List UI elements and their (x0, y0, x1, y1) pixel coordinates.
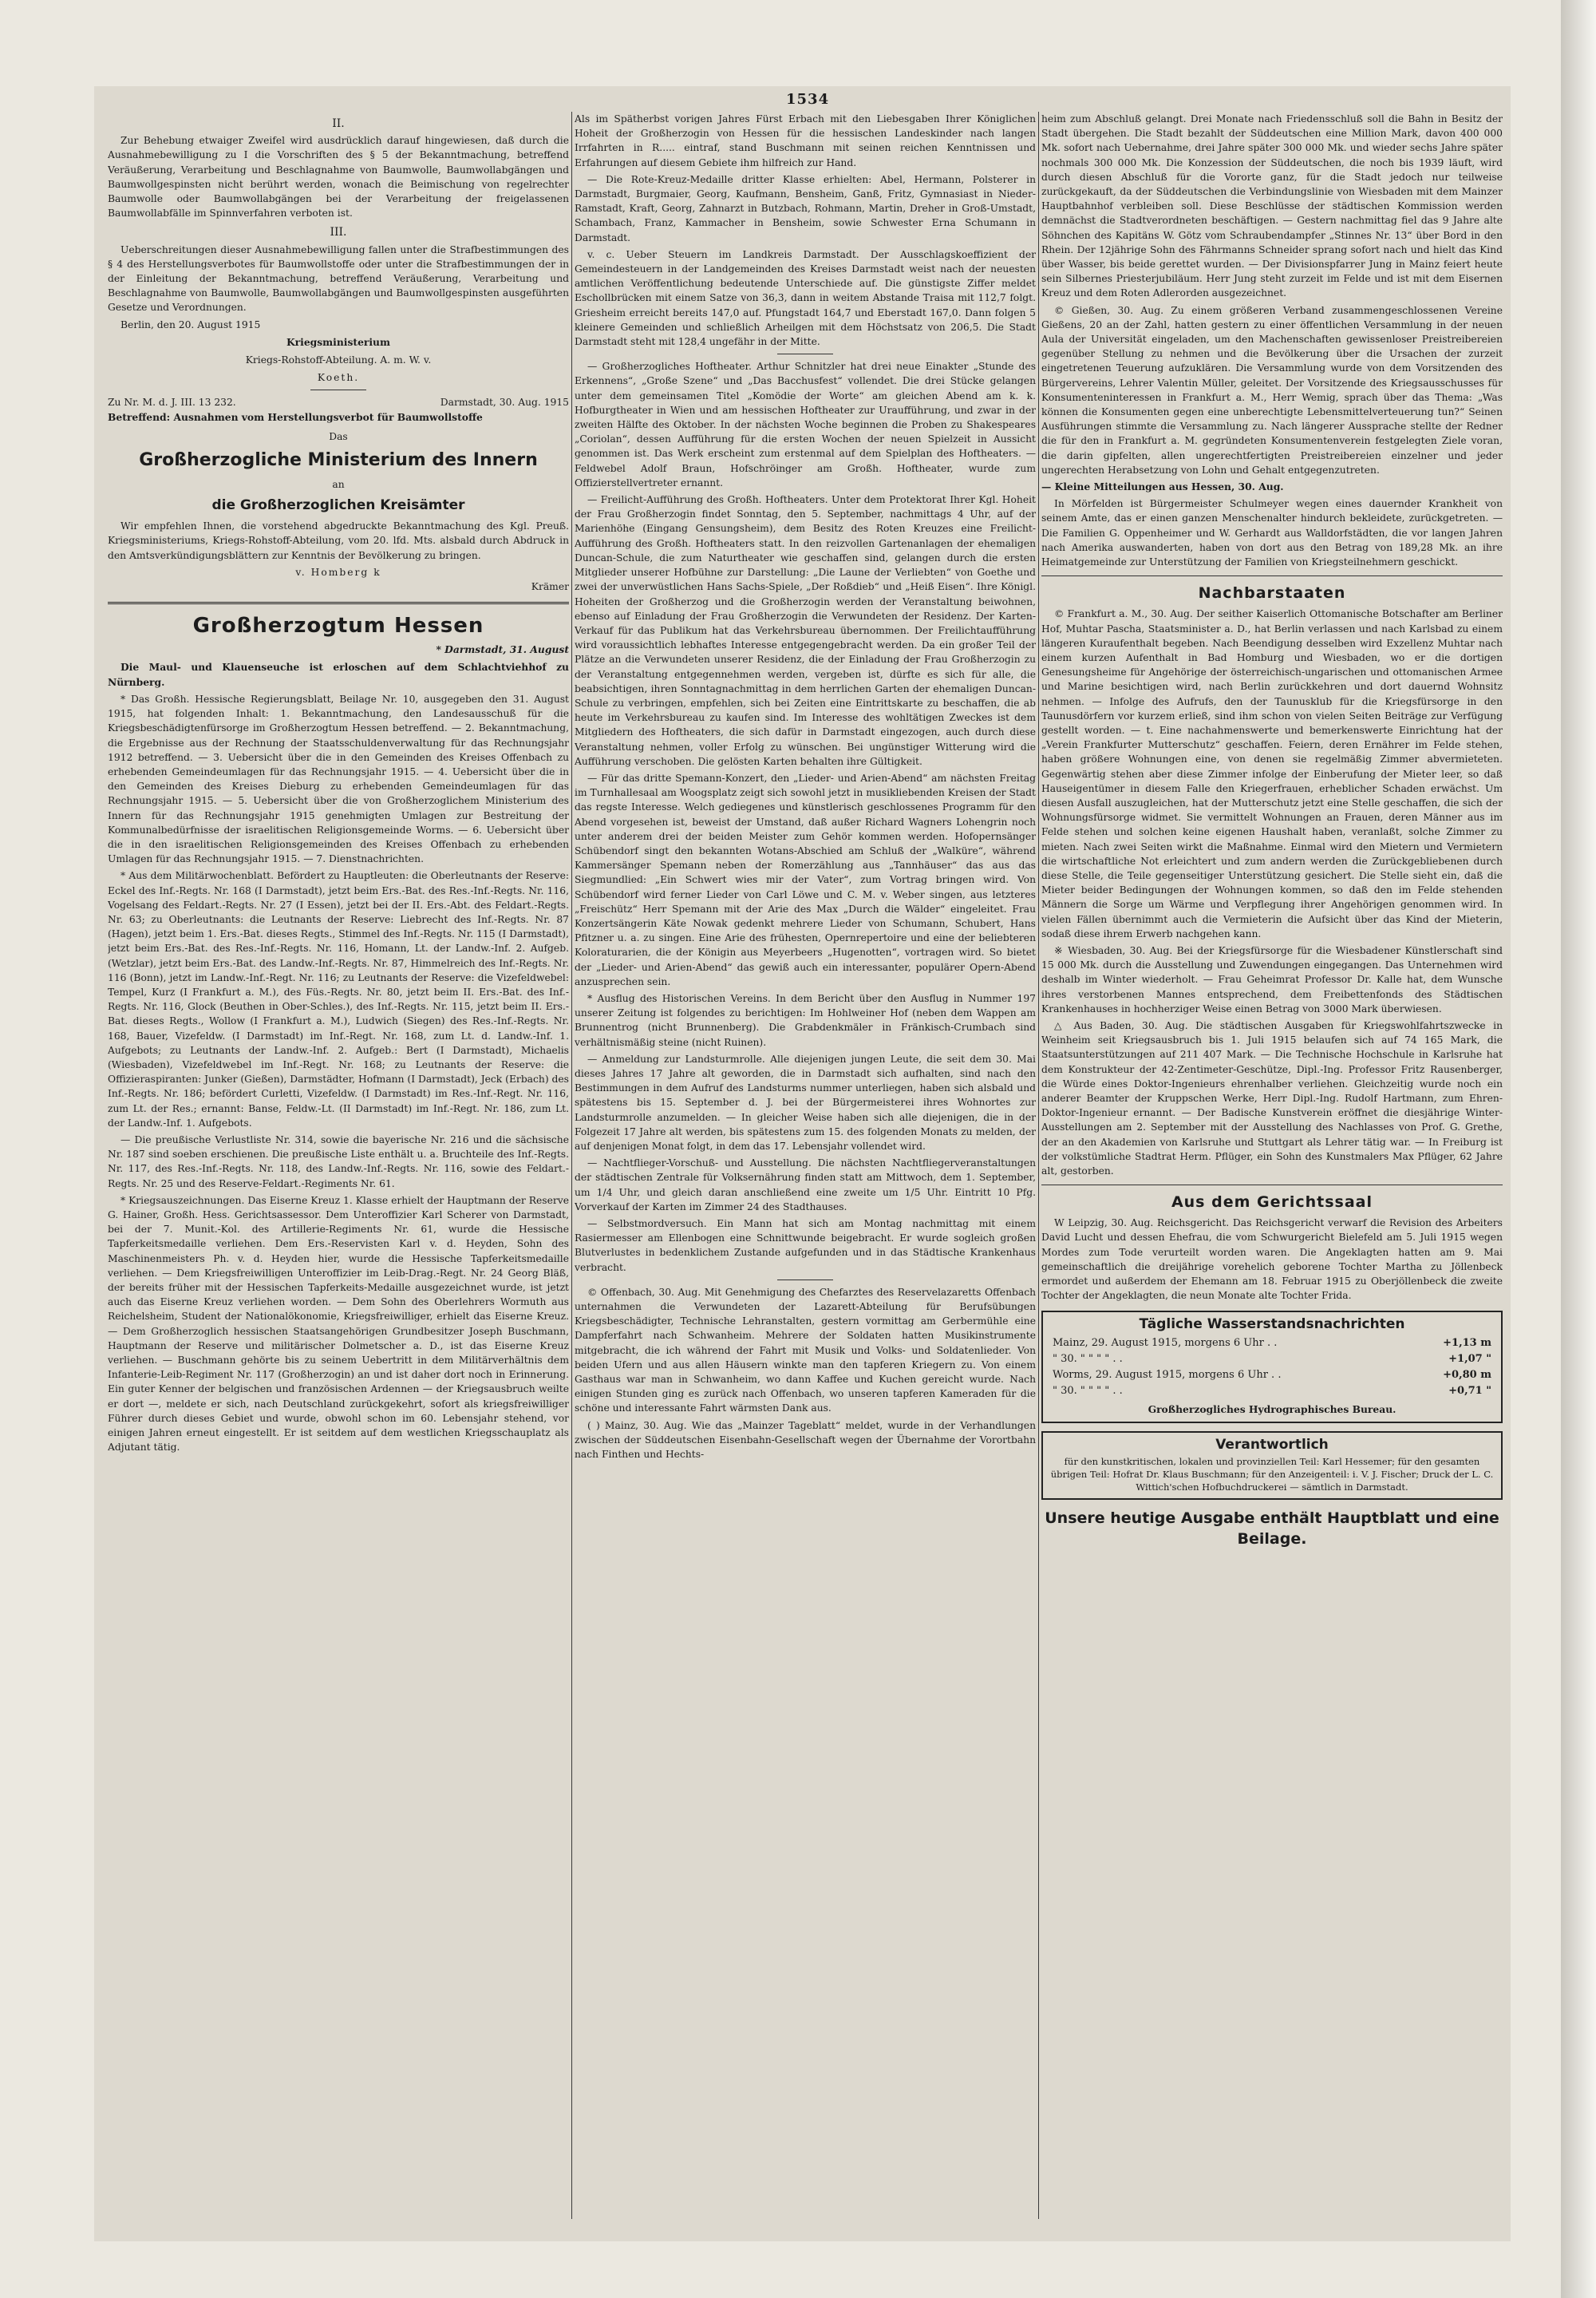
news-item: heim zum Abschluß gelangt. Drei Monate nach Friedensschluß soll die Bahn in Besitz der Stadt übergehen. Die Stadt bezahlt der Süddeutschen eine Million Mark, davon 400 000 Mk. sofort nach Uebernahme, drei Jahre später 300 000 Mk. und wieder sechs Jahre später nochmals 300 000 Mk. Die Konzession der Süddeutschen, die noch bis 1939 läuft, wird durch diesen Abschluß für die Vororte ganz, für die Stadt jedoch nur teilweise zurückgekauft, da der Süddeutschen die Verbindungslinie von Wiesbaden mit dem Mainzer Hauptbahnhof verbleiben soll. Diese Beschlüsse der städtischen Kommission werden demnächst die Stadtverordneten beschäftigen. — Gestern nachmittag fiel das 9 Jahre alte Söhnchen des Kapitäns W. Götz vom Schraubendampfer „Stinnes Nr. 13“ über Bord in den Rhein. Der 12jährige Sohn des Fährmanns Schneider sprang sofort nach und hielt das Kind über Wasser, bis beide gerettet wurden. — Der Divisionspfarrer Jung in Mainz feiert heute sein Silbernes Priesterjubiläum. Herr Jung steht zurzeit im Felde und ist mit dem Eisernen Kreuz und dem Roten Adlerorden ausgezeichnet. (1041, 113, 1503, 299)
signature-kramer: Krämer (531, 581, 569, 593)
news-item: W Leipzig, 30. Aug. Reichsgericht. Das Reichsgericht verwarf die Revision des Arbeiters David Lucht und dessen Ehefrau, die vom Schwurgericht Bielefeld am 5. Juli 1915 wegen Mordes zum Tode verurteilt worden waren. Die Angeklagten hatten am 9. Mai gemeinschaftlich die dreijährige vorehelich geborene Tochter Martha zu Jöllenbeck ermordet und außerdem der Ehemann am 18. Februar 1915 zu Oberjöllenbeck die zweite Tochter der Angeklagten, die neun Monate alte Tochter Frida. (1041, 1217, 1503, 1302)
news-item: ( ) Mainz, 30. Aug. Wie das „Mainzer Tageblatt“ meldet, wurde in der Verhandlungen zwischen der Süddeutschen Eisenbahn-Gesellschaft wegen der Übernahme der Vorortbahn nach Finthen und Hechts- (575, 1419, 1036, 1461)
news-item: — Nachtflieger-Vorschuß- und Ausstellung. Die nächsten Nachtfliegerveranstaltungen der städtischen Zentrale für Volksernährung finden statt am Mittwoch, dem 1. September, um 1/4 Uhr, und gleich daran anschließend eine zweite um 1/5 Uhr. Eintritt 10 Pfg. Vorverkauf der Karten im Zimmer 24 des Stadthauses. (575, 1157, 1036, 1212)
column-3 (1041, 112, 1503, 2219)
news-item: * Das Großh. Hessische Regierungsblatt, Beilage Nr. 10, ausgegeben den 31. August 1915, hat folgenden Inhalt: 1. Bekanntmachung, den Landesausschuß für die Kriegsbeschädigtenfürsorge im Großherzogtum Hessen betreffend. — 2. Bekanntmachung, die Ergebnisse aus der Rechnung der Staatsschuldenverwaltung für das Rechnungsjahr 1912 betreffend. — 3. Uebersicht über die in den Gemeinden des Kreises Offenbach zu erhebenden Gemeindeumlagen für das Rechnungsjahr 1915. — 4. Uebersicht über die in den Gemeinden des Kreises Dieburg zu erhebenden Gemeindeumlagen für das Rechnungsjahr 1915. — 5. Uebersicht über die von Großherzoglichem Ministerium des Innern für das Rechnungsjahr 1915 genehmigten Umlagen zur Bestreitung der Kommunalbedürfnisse der israelitischen Religionsgemeinde Worms. — 6. Uebersicht über die in den israelitischen Religionsgemeinden des Kreises Offenbach zu erhebenden Umlagen für das Rechnungsjahr 1915. — 7. Dienstnachrichten. (108, 693, 569, 865)
news-item: — Freilicht-Aufführung des Großh. Hoftheaters. Unter dem Protektorat Ihrer Kgl. Hoheit der Frau Großherzogin findet Sonntag, den 5. September, nachmittags 4 Uhr, auf der Marienhöhe (Eingang Gensungsheim), dem Besitz des Roten Kreuzes eine Freilicht-Aufführung des Großh. Hoftheaters statt. In den reizvollen Gartenanlagen der ehemaligen Duncan-Schule, die zum Naturtheater wie geschaffen sind, gelangen durch die ersten Mitglieder unserer Hofbühne zur Darstellung: „Die Laune der Verliebten“ von Goethe und zwei der unverwüstlichen Hans Sachs-Spiele, „Der Roßdieb“ und „Heiß Eisen“. Ihre Königl. Hoheiten der Großherzog und die Großherzogin werden der Veranstaltung beiwohnen, ebenso auf Einladung der Frau Großherzogin die Verwundeten der Residenz. Der Karten-Verkauf für das Publikum hat das Verkehrsbureau übernommen. Der Freilichtaufführung wird voraussichtlich lebhaftes Interesse entgegengebracht werden. Da ein großer Teil der Plätze an die Verwundeten unserer Residenz, die der Einladung der Frau Großherzogin zu der Veranstaltung entgegennehmen werden, vergeben ist, dürfte es sich für alle, die beabsichtigen, ihren Sonntagnachmittag in dem herrlichen Garten der ehemaligen Duncan-Schule zu verbringen, empfehlen, sich bei Zeiten eine Eintrittskarte zu beschaffen, die ab heute im Verkehrsbureau zu kaufen sind. Im Interesse des wohltätigen Zweckes ist dem Mitgliedern des Hoftheaters, die sich dafür in Darmstadt eingezogen, auch durch diese Veranstaltung nehmen, voller Erfolg zu wünschen. Bei ungünstiger Witterung wird die Aufführung verschoben. Die gelösten Karten behalten ihre Gültigkeit. (575, 494, 1036, 767)
signature-ministry: Kriegsministerium (286, 335, 390, 348)
text-an: an (332, 479, 345, 491)
news-item: In Mörfelden ist Bürgermeister Schulmeyer wegen eines dauernder Krankheit von seinem Amte, das er einen ganzen Menschenalter hindurch bekleidete, zurückgetreten. — Die Familien G. Oppenheimer und W. Gerhardt aus Walldorfstädten, die vor langen Jahren nach Amerika auswanderten, haben von dort aus den Betrag von 189,28 Mk. an ihre Heimatgemeinde zur Unterstützung der Familien von Kriegsteilnehmern geschickt. (1041, 498, 1503, 568)
water-level-value: +0,71 " (1448, 1384, 1491, 1397)
water-level-value: +1,07 " (1448, 1352, 1491, 1365)
signature-homberg: v. Homberg k (295, 566, 381, 578)
water-level-row (1049, 1383, 1495, 1399)
divider (1041, 575, 1503, 576)
news-item: — Anmeldung zur Landsturmrolle. Alle diejenigen jungen Leute, die seit dem 30. Mai dieses Jahres 17 Jahre alt geworden, die in Darmstadt sich aufhalten, sind nach den Bestimmungen in dem Aufruf des Landsturms nummer unterliegen, haben sich alsbald und spätestens bis 15. September d. J. bei der Bürgermeisterei ihres Wohnortes zur Landsturmrolle anzumelden. — In gleicher Weise haben sich alle diejenigen, die in der Folgezeit 17 Jahre alt werden, bis spätestens zum 15. des folgenden Monats zu melden, der auf denjenigen Monat folgt, in dem das 17. Lebensjahr vollendet wird. (575, 1053, 1036, 1153)
section-heading-hessen: Großherzogtum Hessen (192, 614, 484, 639)
kreisamter-heading: die Großherzoglichen Kreisämter (211, 497, 465, 514)
dateline: Berlin, den 20. August 1915 (120, 318, 261, 330)
news-item: © Offenbach, 30. Aug. Mit Genehmigung des Chefarztes des Reservelazaretts Offenbach unternahmen die Verwundeten der Lazarett-Abteilung für Berufsübungen Kriegsbeschädigter, Technische Lehranstalten, gestern vormittag am Gerbermühle eine Dampferfahrt nach Schwanheim. Mehrere der Soldaten hatten Musikinstrumente mitgebracht, die ich während der Fahrt mit Musik und Volks- und Soldatenlieder. Von beiden Ufern und aus allen Häusern winkte man den tapferen Kriegern zu. Von einem Gasthaus war man in Schwanheim, wo dann Kaffee und Kuchen gereicht wurde. Nach einigen Stunden ging es zurück nach Offenbach, wo unseren tapferen Kameraden für die schöne und interessante Fahrt wärmsten Dank aus. (575, 1286, 1036, 1414)
section-heading-nachbarstaaten: Nachbarstaaten (1198, 584, 1346, 603)
reference-subject: Betreffend: Ausnahmen vom Herstellungsverbot für Baumwollstoffe (108, 410, 483, 423)
news-item: — Großherzogliches Hoftheater. Arthur Schnitzler hat drei neue Einakter „Stunde des Erkennens“, „Große Szene“ und „Das Bacchusfest“ vollendet. Die drei Stücke gelangen unter dem gemeinsamen Titel „Komödie der Worte“ am gleichen Abend am k. k. Hofburgtheater in Wien und am hessischen Hoftheater zur Uraufführung, und zwar in der zweiten Hälfte des Oktober. In der nächsten Woche beginnen die Proben zu Shakespeares „Coriolan“, dessen Aufführung für die ersten Wochen der neuen Spielzeit in Aussicht genommen ist. Das Werk erscheint zum erstenmal auf dem Spielplan des Hoftheaters. — Feldwebel Adolf Braun, Hofschröinger am Großh. Hoftheater, wurde zum Offizierstellvertreter ernannt. (575, 361, 1036, 488)
dateline: * Darmstadt, 31. August (436, 643, 569, 656)
news-item: — Selbstmordversuch. Ein Mann hat sich am Montag nachmittag mit einem Rasiermesser am Ellenbogen eine Schnittwunde beigebracht. Er wurde sogleich großen Blutverlustes in bedenklichem Zustande aufgefunden und in das Städtische Krankenhaus verbracht. (575, 1218, 1036, 1273)
news-heading: — Kleine Mitteilungen aus Hessen, 30. Aug. (1041, 481, 1284, 493)
text-das: Das (329, 430, 348, 442)
news-item: © Frankfurt a. M., 30. Aug. Der seither Kaiserlich Ottomanische Botschafter am Berliner Hof, Muhtar Pascha, Staatsminister a. D., hat Berlin verlassen und nach Karlsbad zu einem längeren Kuraufenthalt begeben. Nach Beendigung desselben wird Exzellenz Muhtar nach einem kurzen Aufenthalt in Bad Homburg und Wiesbaden, wo er die dortigen Genesungsheime für Angehörige der österreichisch-ungarischen und ottomanischen Armee und Marine besichtigen wird, nach Berlin zurückkehren und dort dauernd Wohnsitz nehmen. — Infolge des Aufrufs, den der Taunusklub für die Kriegsfürsorge in den Taunusdörfern vor kurzem erließ, sind ihm schon von vielen Seiten Beiträge zur Verfügung gestellt worden. — t. Eine nachahmenswerte und bemerkenswerte Einrichtung hat der „Verein Frankfurter Mutterschutz“ geschaffen. Feiern, deren Ernährer im Felde stehen, haben größere Wohnungen eine, von denen sie regelmäßig Zimmer abvermieteten. Gegenwärtig stehen aber diese Zimmer infolge der Einberufung der Mieter leer, so daß Hauseigentümer in diesem Falle den Kriegerfrauen, erheblicher Schaden erwächst. Um diesen Ausfall auszugleichen, hat der Mutterschutz jetzt eine Stelle geschaffen, die sich der Wohnungsfürsorge widmet. Sie vermittelt Wohnungen an Frauen, deren Männer aus im Felde stehen und solchen keine eigenen Haushalt haben, veranlaßt, solche Zimmer zu mieten. Nach zwei Seiten wirkt die Maßnahme. Einmal wird den Mietern und Vermietern die wirtschaftliche Not erleichtert und zum andern werden die Zurückgebliebenen durch diese Stelle, die Teile gegenseitiger Unterstützung gesichert. Die Stelle sieht ein, daß die Mieter beider Bedingungen der Wohnungen kommen, so daß den im Felde stehenden Männern die Sorge um Wärme und Verpflegung ihrer Angehörigen genommen wird. In vielen Fällen übernimmt auch die Vermieterin die Aufsicht über das Kind der Mieterin, sodaß diese ihrem Erwerb nachgehen kann. (1041, 608, 1503, 939)
water-level-table (1049, 1335, 1495, 1399)
responsible-text: für den kunstkritischen, lokalen und provinziellen Teil: Karl Hessemer; für den gesamten übrigen Teil: Hofrat Dr. Klaus Buschmann; für den Anzeigenteil: i. V. J. Fischer; Druck der L. C. Wittich'schen Hofbuchdruckerei — sämtlich in Darmstadt. (1050, 1456, 1494, 1493)
water-level-value: +1,13 m (1443, 1336, 1491, 1349)
reference-line (108, 395, 569, 409)
reference-date: Darmstadt, 30. Aug. 1915 (440, 397, 569, 409)
news-item: * Aus dem Militärwochenblatt. Befördert zu Hauptleuten: die Oberleutnants der Reserve: Eckel des Inf.-Regts. Nr. 168 (I Darmstadt), jetzt beim Ers.-Bat. des Res.-Inf.-Regts. Nr. 116, Vogelsang des Feldart.-Regts. Nr. 27 (I Essen), jetzt bei der II. Ers.-Abt. des Feldart.-Regts. Nr. 63; zu Oberleutnants: die Leutnants der Reserve: Liebrecht des Inf.-Regts. Nr. 87 (Hagen), jetzt beim 1. Ers.-Bat. dieses Regts., Stimmel des Inf.-Regts. Nr. 115 (I Darmstadt), jetzt beim Ers.-Bat. des Res.-Inf.-Regts. Nr. 116, Homann, Lt. der Landw.-Inf. 2. Aufgeb. (Wetzlar), jetzt beim Ers.-Bat. des Landw.-Inf.-Regts. Nr. 87, Himmelreich des Inf.-Regts. Nr. 116 (Bonn), jetzt im Landw.-Inf.-Regt. Nr. 116; zu Leutnants der Reserve: die Vizefeldwebel: Tempel, Kurz (I Frankfurt a. M.), des Füs.-Regts. Nr. 80, jetzt beim II. Ers.-Bat. des Inf.-Regts. Nr. 116, Glock (Beuthen in Ober-Schles.), des Inf.-Regts. Nr. 115, jetzt beim II. Ers.-Bat. dieses Regts., Wollow (I Frankfurt a. M.), Ludwich (Siegen) des Res.-Inf.-Regts. Nr. 168, Bauer, Vizefeldw. (I Darmstadt) im Inf.-Regt. Nr. 168, zum Lt. d. Landw.-Inf. 1. Aufgebots; zu Leutnants der Landw.-Inf. 2. Aufgeb.: Bert (I Darmstadt), Michaelis (Wiesbaden), Vizefeldwebel im Inf.-Regt. Nr. 168; zu Leutnants der Reserve: die Offizieraspiranten: Junker (Gießen), Darmstädter, Hofmann (I Darmstadt), Jeck (Erbach) des Inf.-Regts. Nr. 186; befördert Curletti, Vizefeldw. (I Darmstadt) im Res.-Inf.-Regt. Nr. 116, zum Lt. der Res.; ernannt: Banse, Feldw.-Lt. (II Darmstadt) im Inf.-Regt. Nr. 186, zum Lt. der Landw.-Inf. 1. Aufgebots. (108, 870, 569, 1129)
water-level-row (1049, 1351, 1495, 1367)
page-number: 1534 (786, 91, 830, 108)
news-item: — Für das dritte Spemann-Konzert, den „Lieder- und Arien-Abend“ am nächsten Freitag im Turnhallesaal am Woogsplatz zeigt sich sowohl jetzt in musikliebenden Kreisen der Stadt das regste Interesse. Welch gediegenes und künstlerisch geschlossenes Programm für den Abend vorgesehen ist, beweist der Umstand, daß außer Richard Wagners Lohengrin noch unter anderem drei der beiden Meister zum Gehör kommen werden. Hofopernsänger Schübendorf singt den bekannten Wotans-Abschied am Schluß der „Walküre“, während Kammersänger Spemann neben der Romerzählung aus „Tannhäuser“ das aus das Siegmundlied: „Ein Schwert wies mir der Vater“, zum Vortrag bringen wird. Von Schübendorf wird ferner Lieder von Carl Löwe und C. M. v. Weber singen, aus letzteres „Freischütz“ Herr Spemann mit der Arie des Max „Durch die Wälder“ eingeleitet. Frau Konzertsängerin Käte Nowak gedenkt mehrere Lieder von Schumann, Schubert, Hans Pfitzner u. a. zu singen. Eine Arie des frühesten, Opernrepertoire und eine der beliebteren Koloraturarien, die der Königin aus Meyerbeers „Hugenotten“, vortragen wird. So bietet der „Lieder- und Arien-Abend“ das gewiß auch ein interessanter, populärer Opern-Abend anzusprechen sein. (575, 772, 1036, 987)
news-item: v. c. Ueber Steuern im Landkreis Darmstadt. Der Ausschlagskoeffizient der Gemeindesteuern in der Landgemeinden des Kreises Darmstadt weist nach der neuesten amtlichen Veröffentlichung bedeutende Unterschiede auf. Die günstigste Ziffer meldet Eschollbrücken mit einem Satze von 36,3, dann in weitem Abstande Traisa mit 112,7 folgt. Griesheim erreicht bereits 147,0 auf. Pfungstadt 164,7 und Eberstadt 167,0. Dann folgen 5 kleinere Gemeinden und schließlich Arheilgen mit dem Höchstsatz von 206,5. Die Stadt Darmstadt steht mit 128,4 ungefähr in der Mitte. (575, 248, 1036, 348)
column-1 (108, 112, 569, 2219)
divider (108, 602, 569, 604)
news-item: * Kriegsauszeichnungen. Das Eiserne Kreuz 1. Klasse erhielt der Hauptmann der Reserve G. Hainer, Großh. Hess. Gerichtsassessor. Dem Unteroffizier Karl Scherer von Darmstadt, bei der 7. Munit.-Kol. des Artillerie-Regiments Nr. 61, wurde die Hessische Tapferkeitsmedaille verliehen. Dem Ers.-Reservisten Karl v. d. Heyden, Sohn des Maschinenmeisters Ph. v. d. Heyden hier, wurde die Hessische Tapferkeitsmedaille verliehen. — Dem Kriegsfreiwilligen Unteroffizier im Leib-Drag.-Regt. Nr. 24 Georg Bläß, der bereits früher mit der Hessischen Tapferkeits-Medaille ausgezeichnet wurde, ist jetzt auch das Eiserne Kreuz verliehen worden. — Dem Sohn des Oberlehrers Wormuth aus Reichelsheim, Student der Nationalökonomie, Kriegsfreiwilliger, erhielt das Eiserne Kreuz. — Dem Großherzoglich hessischen Staatsangehörigen Grundbesitzer Joseph Buschmann, Hauptmann der Reserve und militärischer Dolmetscher a. D., ist das Eiserne Kreuz verliehen. — Buschmann gehörte bis zu seinem Uebertritt in dem Militärverhältnis dem Infanterie-Leib-Regiment Nr. 117 (Großherzogin) an und ist daher dort noch in Erinnerung. Ein guter Kenner der belgischen und französischen Ardennen — der Kriegsausbruch weilte er dort —, meldete er sich, nach Deutschland zurückgekehrt, sofort als kriegsfreiwilliger Führer durch dieses Gebiet und wurde, obwohl schon im 60. Lebensjahr stehend, vor einigen Jahren erneut eingestellt. Er ist seitdem auf dem westlichen Kriegsschauplatz als Adjutant tätig. (108, 1194, 569, 1454)
section-number: III. (330, 226, 347, 239)
responsible-box (1041, 1431, 1503, 1500)
news-item: △ Aus Baden, 30. Aug. Die städtischen Ausgaben für Kriegswohlfahrtszwecke in Weinheim seit Kriegsausbruch bis 1. Juli 1915 belaufen sich auf 74 165 Mark, die Staatsunterstützungen auf 211 407 Mark. — Die Technische Hochschule in Karlsruhe hat dem Konstrukteur der 42-Zentimeter-Geschütze, Dipl.-Ing. Professor Fritz Rausenberger, die Würde eines Doktor-Ingenieurs ehrenhalber verliehen. Gleichzeitig wurde noch ein anderer Beamter der Kruppschen Werke, Herr Dipl.-Ing. Rudolf Hartmann, zum Ehren-Doktor-Ingenieur ernannt. — Der Badische Kunstverein eröffnet die diesjährige Winter-Ausstellungen am 2. September mit der Ausstellung des Nachlasses von Prof. G. Grethe, der an den Akademien von Karlsruhe und Stuttgart als Lehrer tätig war. — In Freiburg ist der volkstümliche Stadtrat Herm. Pflüger, ein Sohn des Kunstmalers Max Pflüger, 62 Jahre alt, gestorben. (1041, 1019, 1503, 1177)
water-level-value: +0,80 m (1443, 1368, 1491, 1381)
water-level-source: Großherzogliches Hydrographisches Bureau. (1148, 1402, 1396, 1415)
news-item: * Ausflug des Historischen Vereins. In dem Bericht über den Ausflug in Nummer 197 unserer Zeitung ist folgendes zu berichtigen: Im Hohlweiner Hof (neben dem Wappen am Brunnentrog (nicht Brunnenberg). Die Grabdenkmäler in Fränkisch-Crumbach sind verhältnismäßig steine (nicht Ruinen). (575, 992, 1036, 1048)
news-item: ※ Wiesbaden, 30. Aug. Bei der Kriegsfürsorge für die Wiesbadener Künstlerschaft sind 15 000 Mk. durch die Ausstellung und Zuwendungen eingegangen. Das Unternehmen wird deshalb im Winter wiederholt. — Frau Geheimrat Professor Dr. Kalle hat, dem Wunsche ihres verstorbenen Mannes entsprechend, dem Freibettenfonds des Städtischen Krankenhauses in hochherziger Weise einen Betrag von 3000 Mark überwiesen. (1041, 944, 1503, 1015)
column-rule (571, 112, 572, 2219)
news-item: — Die preußische Verlustliste Nr. 314, sowie die bayerische Nr. 216 und die sächsische Nr. 187 sind soeben erschienen. Die preußische Liste enthält u. a. Bruchteile des Inf.-Regts. Nr. 117, des Res.-Inf.-Regts. Nr. 118, des Landw.-Inf.-Regts. Nr. 116, sowie des Feldart.-Regts. Nr. 25 und des Reserve-Feldart.-Regiments Nr. 61. (108, 1133, 569, 1189)
water-level-row (1049, 1335, 1495, 1351)
paragraph: Ueberschreitungen dieser Ausnahmebewilligung fallen unter die Strafbestimmungen des § 4 des Herstellungsverbotes für Baumwollstoffe oder unter die Strafbestimmungen der in der Einleitung der Bekanntmachung, betreffend Veräußerung, Verarbeitung und Beschlagnahme von Baumwolle, Baumwollabgängen und Baumwollgespinsten ausgeführten Gesetze und Verordnungen. (108, 243, 569, 314)
section-number: II. (332, 117, 345, 130)
column-2 (575, 112, 1036, 2219)
column-rule (1038, 112, 1039, 2219)
paragraph: Zur Behebung etwaiger Zweifel wird ausdrücklich darauf hingewiesen, daß durch die Ausnahmebewilligung zu I die Vorschriften des § 5 der Bekanntmachung, betreffend Veräußerung, Verarbeitung und Beschlagnahme von Baumwolle, Baumwollabgängen und Baumwollgespinsten nicht berührt werden, wonach die Beimischung von regelrechter Baumwolle oder Baumwollabgängen bei der Verarbeitung der freigelassenen Baumwollabfälle im Spinnverfahren verboten ist. (108, 135, 569, 220)
news-item: Die Maul- und Klauenseuche ist erloschen auf dem Schlachtviehhof zu Nürnberg. (108, 661, 569, 688)
water-level-place: Mainz, 29. August 1915, morgens 6 Uhr . . (1053, 1336, 1278, 1349)
water-level-place: Worms, 29. August 1915, morgens 6 Uhr . . (1053, 1368, 1282, 1381)
news-item: © Gießen, 30. Aug. Zu einem größeren Verband zusammengeschlossenen Vereine Gießens, 20 an der Zahl, hatten gestern zu einer öffentlichen Versammlung in der neuen Aula der Universität eingeladen, um den Machenschaften gewissenloser Preistreibereien gegenüber Stellung zu nehmen und die Bevölkerung über die Ursachen der zurzeit eingetretenen Teuerung aufzuklären. Die Versammlung wurde von dem Vorsitzenden des Bürgervereins, Lehrer Valentin Müller, geleitet. Der Vorsitzende des Kriegsausschusses für Konsumenteninteressen in Frankfurt a. M., Herr Wemig, sprach über das Thema: „Was können die Konsumenten gegen eine unberechtigte Lebensmittelverteuerung tun?“ Seinen Ausführungen stimmte die Versammlung zu. Nach längerer Aussprache stellte der Redner die für den in Frankfurt a. M. gegründeten Konsumentenverein festgelegten Ziele voran, die darin gipfelten, allen ungerechtfertigten Preistreibereien einzelner und jeder ungerechten Herabsetzung von Lohn und Gehalt entgegenzutreten. (1041, 304, 1503, 476)
section-heading-gerichtssaal: Aus dem Gerichtssaal (1171, 1193, 1373, 1212)
water-level-place: " 30. " " " " . . (1053, 1352, 1123, 1365)
paragraph: Wir empfehlen Ihnen, die vorstehend abgedruckte Bekanntmachung des Kgl. Preuß. Kriegsministeriums, Kriegs-Rohstoff-Abteilung, vom 20. lfd. Mts. alsbald durch Abdruck in den Amtsverkündigungsblättern zur Kenntnis der Bevölkerung zu bringen. (108, 520, 569, 561)
edition-note: Unsere heutige Ausgabe enthält Hauptblatt und eine Beilage. (1045, 1509, 1499, 1548)
responsible-title: Verantwortlich (1215, 1436, 1329, 1453)
water-level-title: Tägliche Wasserstandsnachrichten (1139, 1316, 1405, 1333)
page-edge (1561, 0, 1596, 2298)
signature-name: Koeth. (317, 372, 360, 384)
news-item: — Die Rote-Kreuz-Medaille dritter Klasse erhielten: Abel, Hermann, Polsterer in Darmstadt, Burgmaier, Georg, Kaufmann, Bensheim, Ganß, Fritz, Gymnasiast in Nieder-Ramstadt, Kraft, Georg, Zahnarzt in Butzbach, Rohmann, Martin, Dreher in Groß-Umstadt, Schambach, Franz, Kammacher in Bensheim, sowie Schwester Erna Schumann in Darmstadt. (575, 173, 1036, 243)
water-level-box (1041, 1311, 1503, 1422)
reference-number: Zu Nr. M. d. J. III. 13 232. (108, 397, 236, 409)
signature-department: Kriegs-Rohstoff-Abteilung. A. m. W. v. (245, 354, 432, 366)
news-item: Als im Spätherbst vorigen Jahres Fürst Erbach mit den Liebesgaben Ihrer Königlichen Hoheit der Großherzogin von Hessen für die hessischen Landeskinder nach langen Irrfahrten in R..... eintraf, stand Buschmann mit seinen reichen Kenntnissen und Erfahrungen auf diesem Gebiete ihm hilfreich zur Hand. (575, 113, 1036, 168)
water-level-place: " 30. " " " " . . (1053, 1384, 1123, 1397)
water-level-row (1049, 1367, 1495, 1383)
ministry-heading: Großherzogliche Ministerium des Innern (139, 450, 538, 471)
